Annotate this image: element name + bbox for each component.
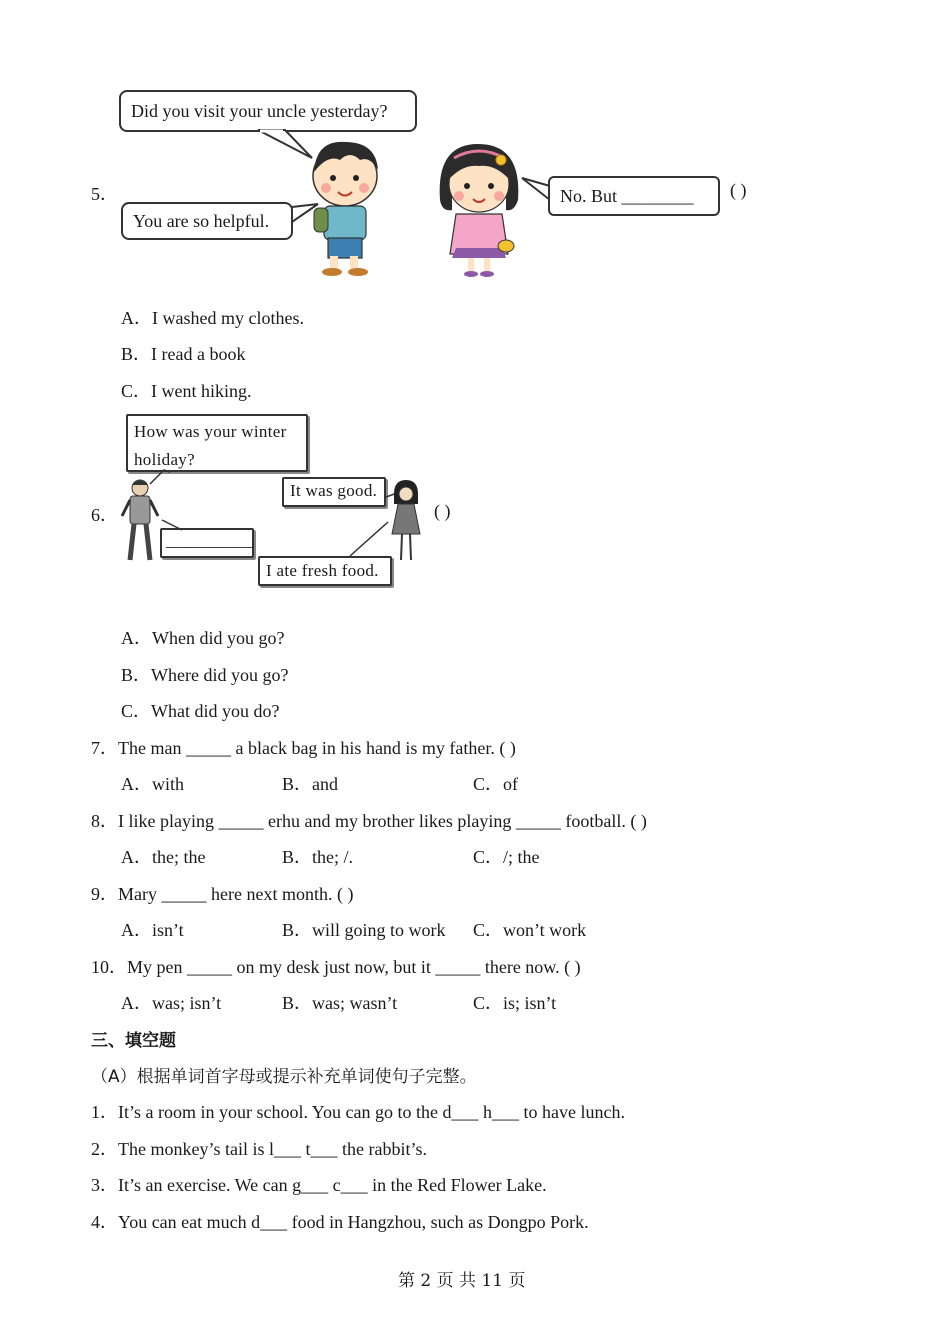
question-7: 7．The man _____ a black bag in his hand is my father. ( ) xyxy=(91,738,516,758)
bubble-text: Did you visit your uncle yesterday? xyxy=(131,101,388,121)
bubble-text-line2: holiday? xyxy=(134,450,195,469)
bubble-text: No. But ________ xyxy=(560,186,694,206)
option-a: A．I washed my clothes. xyxy=(121,308,304,328)
fill-item-3: 3．It’s an exercise. We can g___ c___ in the Red Flower Lake. xyxy=(91,1175,547,1195)
option-c: C．I went hiking. xyxy=(121,381,252,401)
fill-item-4: 4．You can eat much d___ food in Hangzhou, such as Dongpo Pork. xyxy=(91,1212,589,1232)
option-b: B．was; wasn’t xyxy=(282,993,398,1013)
question-8: 8．I like playing _____ erhu and my brother likes playing _____ football. ( ) xyxy=(91,811,647,831)
option-c: C．of xyxy=(473,774,518,794)
option-b: B．will going to work xyxy=(282,920,446,940)
fill-item-2: 2．The monkey’s tail is l___ t___ the rabbit’s. xyxy=(91,1139,427,1159)
question-number: 5． xyxy=(91,184,118,204)
girl-small-illustration xyxy=(388,480,424,566)
option-c: C．is; isn’t xyxy=(473,993,557,1013)
page-footer: 第 2 页 共 11 页 xyxy=(398,1271,526,1291)
question-number: 6． xyxy=(91,505,118,525)
option-a: A．the; the xyxy=(121,847,206,867)
option-c: C．/; the xyxy=(473,847,540,867)
option-b: B．and xyxy=(282,774,338,794)
option-a: A．was; isn’t xyxy=(121,993,222,1013)
bubble-text: You are so helpful. xyxy=(133,211,270,231)
option-c: C．won’t work xyxy=(473,920,587,940)
answer-paren: ( ) xyxy=(730,180,747,200)
bubble-text: __________ xyxy=(166,531,254,550)
fill-item-1: 1．It’s a room in your school. You can go to the d___ h___ to have lunch. xyxy=(91,1102,625,1122)
bubble-text: It was good. xyxy=(290,481,378,500)
section-instruction: （A）根据单词首字母或提示补充单词使句子完整。 xyxy=(91,1067,477,1087)
bubble-text: I ate fresh food. xyxy=(266,561,379,580)
option-a: A．with xyxy=(121,774,184,794)
question-9: 9．Mary _____ here next month. ( ) xyxy=(91,884,354,904)
section-heading: 三、填空题 xyxy=(91,1031,176,1051)
bubble-text-line1: How was your winter xyxy=(134,422,287,441)
option-b: B．Where did you go? xyxy=(121,665,289,685)
answer-paren: ( ) xyxy=(434,501,451,521)
option-b: B．the; /. xyxy=(282,847,353,867)
question-10: 10．My pen _____ on my desk just now, but it _____ there now. ( ) xyxy=(91,957,581,977)
option-b: B．I read a book xyxy=(121,344,246,364)
option-a: A．When did you go? xyxy=(121,628,285,648)
option-a: A．isn’t xyxy=(121,920,184,940)
option-c: C．What did you do? xyxy=(121,701,280,721)
man-illustration xyxy=(118,476,162,566)
